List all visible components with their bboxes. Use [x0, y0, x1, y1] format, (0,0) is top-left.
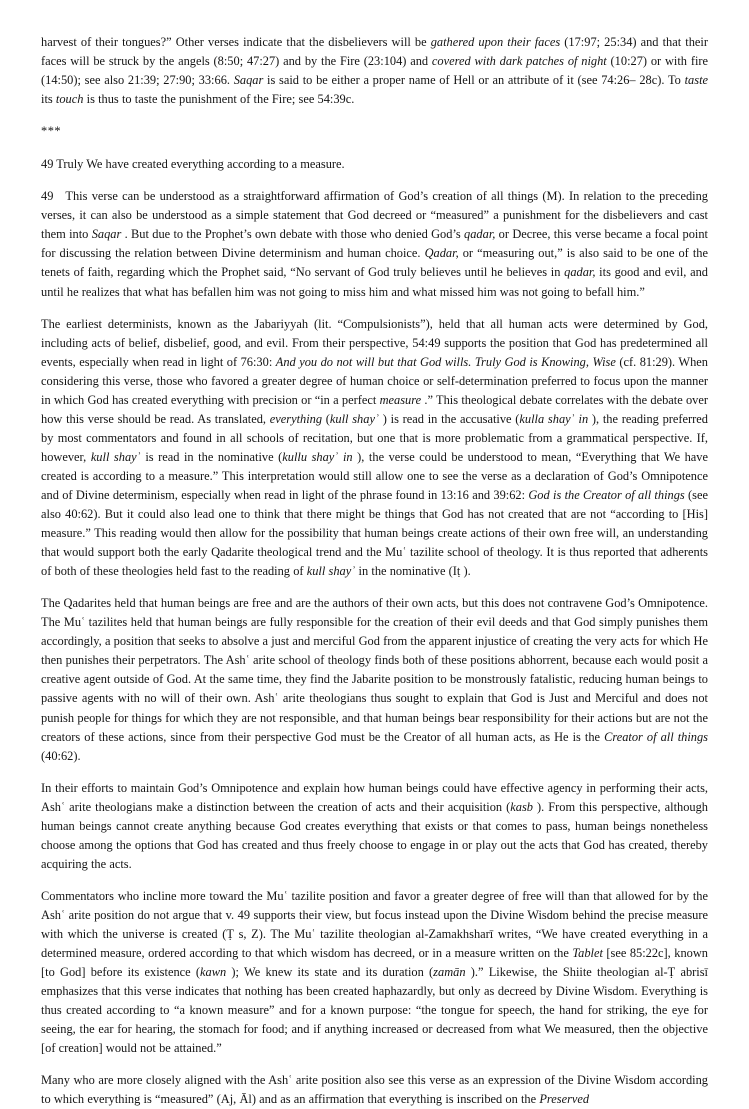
italic-run: God is the Creator of all things	[528, 487, 685, 502]
text-run: is said to be either a proper name of Hell or an attribute of it (see 74:26– 28c). To	[263, 73, 685, 88]
paragraph-preserved-tablet-truncated	[41, 1071, 708, 1109]
italic-run: kullu shayʾ in	[282, 449, 353, 464]
italic-run: taste	[684, 73, 709, 88]
italic-run: Preserved	[539, 1092, 590, 1107]
italic-run: everything	[269, 411, 323, 426]
text-run: (10:27) or with fire (14:50); see also 21:39; 27:90; 33:66.	[41, 54, 709, 88]
commentary-verse-number: 49	[41, 189, 54, 204]
italic-run: covered with dark patches of night	[431, 54, 607, 69]
text-run: (cf. 81:29). When considering this verse, those who favored a greater degree of human choice or self-determination preferred to focus upon the manner in which God has created everything with precision or “in a perfect	[41, 354, 709, 407]
text-run: or Decree, this verse became a focal point for discussing the relation between Divine determinism and human choice.	[41, 227, 708, 261]
text-run: Commentators who incline more toward the Muʿ tazilite position and favor a greater degree of free will than that allowed for by the Ashʿ arite position do not argue that v. 49 supports their view, but focus instead upon the Divine Wisdom behind the precise measure with which the universe is created (Ṭ s, Z). The Muʿ tazilite theologian al-Zamakhsharī writes, “We have created everything in a determined measure, ordered according to that which wisdom has decreed, or in a measure written on the	[41, 888, 708, 961]
text-run: In their efforts to maintain God’s Omnipotence and explain how human beings could have effective agency in performing their acts, Ashʿ arite theologians make a distinction between the creation of acts and their acquisition (	[41, 780, 708, 814]
text-run: Many who are more closely aligned with the Ashʿ arite position also see this verse as an expression of the Divine Wisdom according to which everything is “measured” (Aj, Āl) and as an affirmation that everything is inscribed on the	[41, 1073, 708, 1107]
text-run: ). From this perspective, although human beings cannot create anything because God creates everything that exists or that comes to pass, human beings nonetheless choose among the options that God has created and thus freely choose to engage in or play out the acts that God has created, thereby acquiring the acts.	[41, 799, 708, 871]
italic-run: kull shayʾ	[306, 564, 356, 579]
document-text-body	[41, 33, 708, 1109]
italic-run: And you do not will but that God wills. Truly God is Knowing, Wise	[275, 354, 616, 369]
text-run: is thus to taste the punishment of the Fire; see 54:39c.	[83, 92, 355, 107]
text-run: its	[41, 92, 56, 107]
italic-run: kawn	[200, 965, 227, 980]
paragraph-continuation	[41, 33, 708, 109]
italic-run: gathered upon their faces	[430, 35, 561, 49]
paragraph-qadarites-mutazilites-asharites	[41, 594, 708, 765]
text-run: or “measuring out,” is also said to be one of the tenets of faith, regarding which the Prophet said, “No servant of God truly believes until he believes in	[41, 246, 709, 280]
text-run: in the nominative (Iṭ ).	[355, 564, 471, 579]
italic-run: touch	[55, 92, 84, 107]
text-run: This verse can be understood as a straightforward affirmation of God’s creation of all things (M). In relation to the preceding verses, it can also be understood as a simple statement that God decreed or “measured” a punishment for the disbelievers and cast them into	[41, 189, 708, 242]
italic-run: Tablet	[572, 946, 603, 961]
text-run: .” This theological debate correlates with the debate over how this verse should be read. As translated,	[41, 392, 708, 426]
italic-run: kasb	[510, 799, 533, 814]
text-run: is read in the nominative (	[140, 449, 283, 464]
text-run: ), the verse could be understood to mean, “Everything that We have created is according to a measure.” This interpretation would still allow one to see the verse as a declaration of God’s Omnipotence and of Divine determinism, especially when read in light of the phrase found in 13:16 and 39:62:	[41, 449, 708, 502]
text-run: . But due to the Prophet’s own debate with those who denied God’s	[121, 227, 465, 242]
commentary-paragraph-49	[41, 187, 708, 301]
italic-run: qadar,	[464, 227, 496, 242]
text-run: harvest of their tongues?” Other verses indicate that the disbelievers will be	[41, 35, 431, 49]
text-run: ) is read in the accusative (	[379, 411, 520, 426]
italic-run: zamān	[433, 965, 466, 980]
text-run: ); We knew its state and its duration (	[226, 965, 434, 980]
text-run: (17:97; 25:34) and that their faces will be struck by the angels (8:50; 47:27) and by the Fire (23:104) and	[41, 35, 708, 69]
italic-run: kull shayʾ	[329, 411, 380, 426]
asterisk-separator: ***	[41, 124, 62, 139]
text-run: ).” Likewise, the Shiite theologian al-Ṭ abrisī emphasizes that this verse indicates that nothing has been created haphazardly, but only as decreed by Divine Wisdom. Everything is thus created according to “a known measure” and for a known purpose: “the tongue for speech, the hand for striking, the eye for seeing, the ear for hearing, the stomach for food; and if anything increased or decreased from what We measured, then the objective [of creation] would not be attained.”	[41, 965, 708, 1056]
italic-run: Qadar,	[424, 246, 459, 261]
paragraph-kasb-acquisition	[41, 779, 708, 874]
italic-run: Saqar	[233, 73, 264, 88]
text-run: The Qadarites held that human beings are free and are the authors of their own acts, but this does not contravene God’s Omnipotence. The Muʿ tazilites held that human beings are fully responsible for the creation of their evil deeds and that God simply punishes them accordingly, a position that seeks to absolve a just and merciful God from the apparent injustice of creating the very acts for which He then punishes their perpetrators. The Ashʿ arite school of theology finds both of these positions abhorrent, because each would posit a creative agent outside of God. At the same time, they find the Jabarite position to be monstrously fatalistic, reducing human beings to passive agents with no will of their own. Ashʿ arite theologians thus sought to explain that God is Just and Merciful and does not punish people for things for which they are not responsible, and that human beings bear responsibility for their actions but are not the creators of these actions, since from their perspective God must be the Creator of all human acts, as He is the	[41, 596, 708, 744]
italic-run: Saqar	[91, 227, 122, 242]
italic-run: kulla shayʾ in	[519, 411, 589, 426]
text-run: [see 85:22c], known [to God] before its existence (	[41, 946, 709, 980]
text-run: ), the reading preferred by most commentators and found in all schools of recitation, but one that is more problematic from a grammatical perspective. If, however,	[41, 411, 708, 464]
italic-run: Creator of all things	[604, 729, 709, 744]
text-run: (see also 40:62). But it could also lead one to think that there might be things that God has not created that are not “according to [His] measure.” This reading would then allow for the possibility that human beings create actions of their own free will, an understanding that would support both the early Qadarite theological trend and the Muʿ tazilite school of theology. It is thus reported that adherents of both of these theologies held fast to the reading of	[41, 487, 708, 579]
paragraph-zamakhshari-tabrisi-divine-wisdom	[41, 887, 708, 1058]
section-divider-asterisks	[41, 122, 708, 141]
italic-run: kull shayʾ	[90, 449, 141, 464]
italic-run: measure	[379, 392, 422, 407]
text-run: The earliest determinists, known as the Jabariyyah (lit. “Compulsionists”), held that all human acts were determined by God, including acts of belief, disbelief, good, and evil. From their perspective, 54:49 supports the position that God has predetermined all events, especially when read in light of 76:30:	[41, 316, 708, 369]
text-run: (	[322, 411, 330, 426]
text-run: 49 Truly We have created everything according to a measure.	[41, 157, 345, 172]
paragraph-jabariyyah-determinists	[41, 315, 708, 582]
verse-text-49	[41, 155, 708, 174]
text-run: (40:62).	[41, 748, 81, 763]
text-run: its good and evil, and until he realizes that what has befallen him was not going to miss him and what missed him was not going to befall him.”	[41, 265, 708, 299]
italic-run: qadar,	[564, 265, 596, 280]
